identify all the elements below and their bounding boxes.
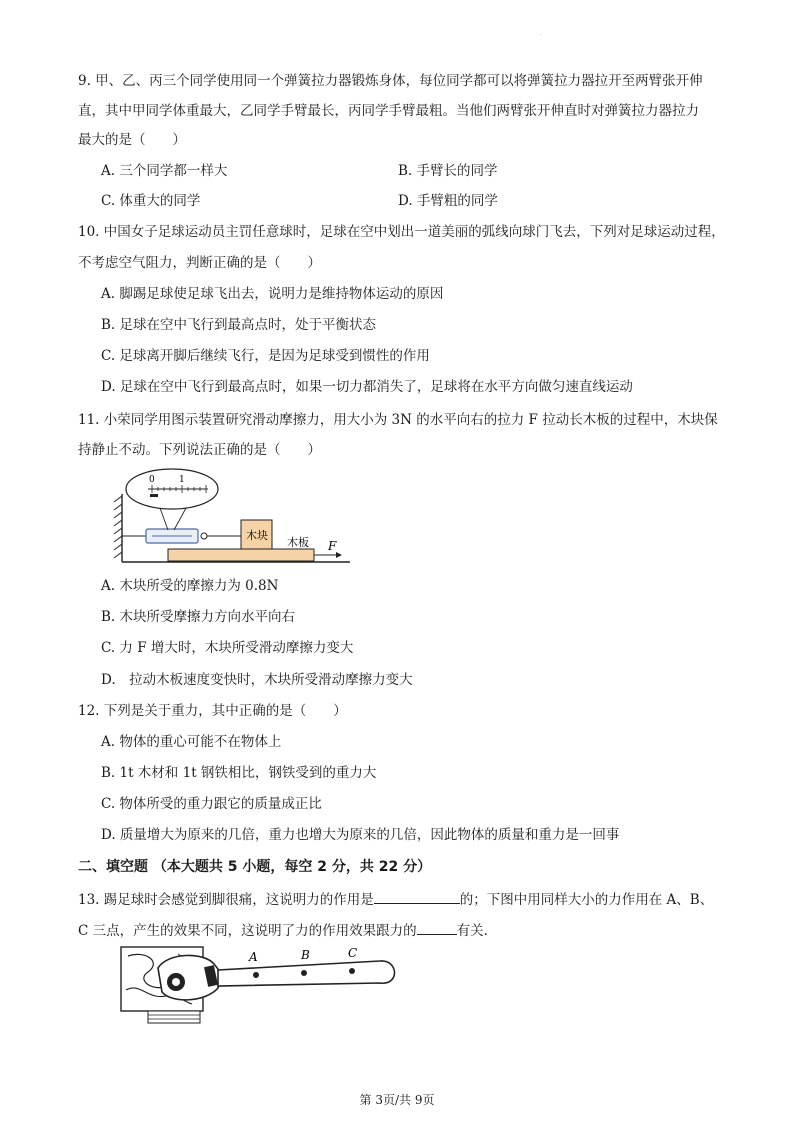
q13-line-2-part-a: C 三点，产生的效果不同，这说明了力的作用效果跟力的 bbox=[78, 923, 417, 939]
q10-option-c: C. 足球离开脚后继续飞行，是因为足球受到惯性的作用 bbox=[101, 348, 430, 364]
zoom-callout-left bbox=[160, 508, 168, 530]
q11-option-b: B. 木块所受摩擦力方向水平向右 bbox=[101, 609, 296, 625]
bolt-hole bbox=[172, 978, 180, 986]
q13-line-1-part-a: 13. 踢足球时会感觉到脚很痛，这说明力的作用是 bbox=[78, 892, 374, 908]
wood-board bbox=[168, 549, 314, 561]
q13-blank-1 bbox=[374, 889, 460, 904]
wood-board-label: 木板 bbox=[287, 536, 309, 549]
q10-option-a: A. 脚踢足球使足球飞出去，说明力是维持物体运动的原因 bbox=[101, 286, 444, 302]
vise-base bbox=[148, 1011, 200, 1023]
q12-line-1: 12. 下列是关于重力，其中正确的是（ ） bbox=[78, 703, 347, 719]
page-footer: 第 3页/共 9页 bbox=[359, 1093, 435, 1107]
q11-option-d: D. 拉动木板速度变快时，木块所受滑动摩擦力变大 bbox=[101, 672, 413, 688]
q12-option-c: C. 物体所受的重力跟它的质量成正比 bbox=[101, 796, 322, 812]
zoom-callout-right bbox=[174, 508, 186, 530]
corner-mark: · bbox=[540, 32, 542, 39]
q12-option-b: B. 1t 木材和 1t 钢铁相比，钢铁受到的重力大 bbox=[101, 765, 377, 781]
q9-option-a: A. 三个同学都一样大 bbox=[101, 163, 228, 179]
force-label: F bbox=[328, 539, 337, 553]
q13-line-2-part-b: 有关. bbox=[456, 923, 488, 939]
q10-option-d: D. 足球在空中飞行到最高点时，如果一切力都消失了，足球将在水平方向做匀速直线运动 bbox=[101, 379, 633, 395]
q10-option-b: B. 足球在空中飞行到最高点时，处于平衡状态 bbox=[101, 317, 377, 333]
q11-line-2: 持静止不动。下列说法正确的是（ ） bbox=[78, 442, 321, 458]
point-a-dot bbox=[253, 972, 259, 978]
wood-block-label: 木块 bbox=[246, 529, 268, 542]
point-b-dot bbox=[301, 970, 307, 976]
q11-option-a: A. 木块所受的摩擦力为 0.8N bbox=[101, 578, 279, 594]
gauge-hook bbox=[201, 533, 207, 539]
wall-hatching bbox=[114, 496, 122, 558]
gauge-zero-label: 0 bbox=[149, 475, 155, 485]
friction-apparatus-figure bbox=[110, 466, 350, 570]
q13-line-1-part-b: 的；下图中用同样大小的力作用在 A、B、 bbox=[459, 892, 714, 908]
q9-option-c: C. 体重大的同学 bbox=[101, 193, 201, 209]
section-2-title: 二、填空题 （本大题共 5 小题，每空 2 分，共 22 分） bbox=[78, 859, 432, 875]
force-arrowhead bbox=[336, 552, 342, 558]
q9-option-b: B. 手臂长的同学 bbox=[398, 163, 498, 179]
q11-option-c: C. 力 F 增大时，木块所受滑动摩擦力变大 bbox=[101, 640, 354, 656]
q10-line-2: 不考虑空气阻力，判断正确的是（ ） bbox=[78, 255, 321, 271]
q9-option-d: D. 手臂粗的同学 bbox=[398, 193, 498, 209]
q13-line-2 bbox=[78, 920, 488, 941]
q9-line-1: 9. 甲、乙、丙三个同学使用同一个弹簧拉力器锻炼身体，每位同学都可以将弹簧拉力器拉开至两臂张开伸 bbox=[78, 73, 703, 89]
q10-line-1: 10. 中国女子足球运动员主罚任意球时，足球在空中划出一道美丽的弧线向球门飞去，下列对足球运动过程， bbox=[78, 224, 725, 240]
point-b-label: B bbox=[301, 948, 310, 962]
point-c-dot bbox=[349, 968, 355, 974]
point-c-label: C bbox=[348, 946, 358, 960]
q13-line-1 bbox=[78, 889, 713, 910]
q11-line-1: 11. 小荣同学用图示装置研究滑动摩擦力，用大小为 3N 的水平向右的拉力 F 拉动长木板的过程中，木块保 bbox=[78, 412, 718, 428]
q12-option-d: D. 质量增大为原来的几倍，重力也增大为原来的几倍，因此物体的质量和重力是一回事 bbox=[101, 827, 620, 843]
q13-blank-2 bbox=[417, 920, 457, 935]
q9-line-2: 直，其中甲同学体重最大，乙同学手臂最长，丙同学手臂最粗。当他们两臂张开伸直时对弹簧拉力器拉力 bbox=[78, 103, 699, 119]
q12-option-a: A. 物体的重心可能不在物体上 bbox=[101, 734, 282, 750]
q9-line-3: 最大的是（ ） bbox=[78, 132, 186, 148]
gauge-one-label: 1 bbox=[179, 475, 185, 485]
wrench-figure bbox=[118, 944, 398, 1026]
zoom-pointer bbox=[150, 494, 158, 497]
point-a-label: A bbox=[249, 950, 258, 964]
